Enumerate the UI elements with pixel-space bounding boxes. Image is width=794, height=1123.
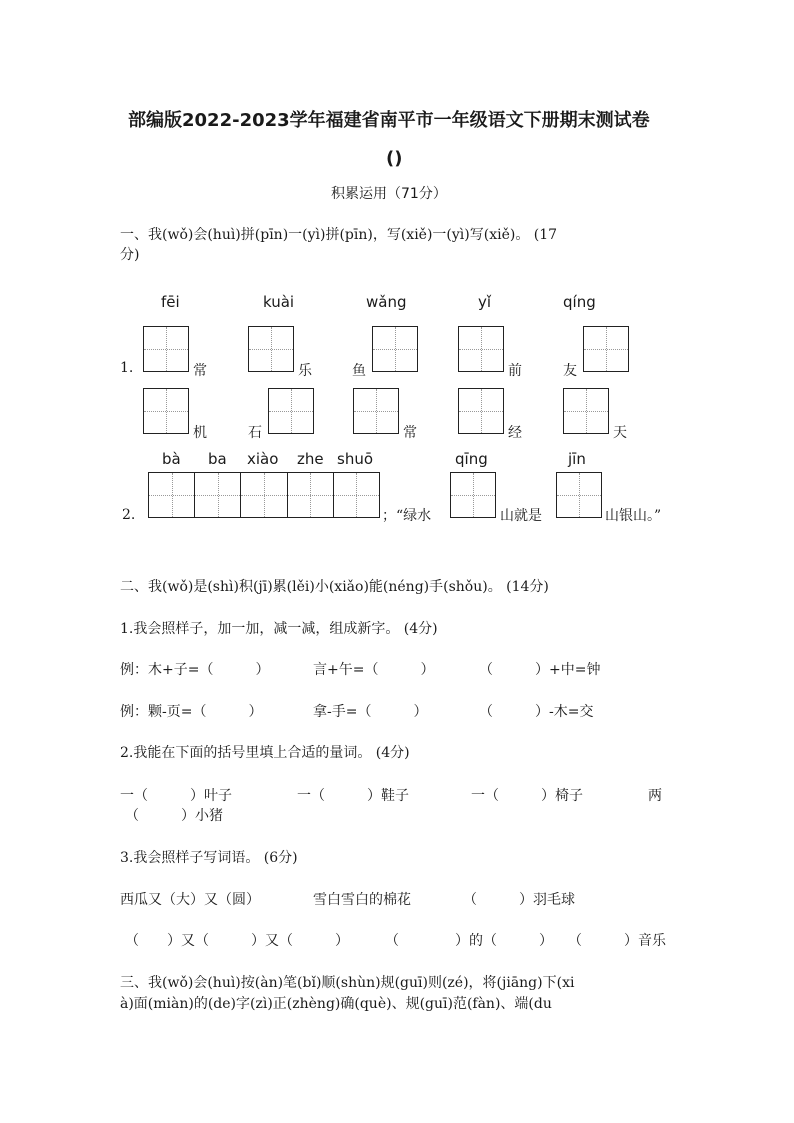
pinyin: wǎng [366,293,407,311]
word-char: 常 [193,363,207,379]
pinyin: qīng [455,450,488,468]
pinyin: qíng [563,293,596,311]
page-subtitle: () [386,148,403,169]
writing-box[interactable] [248,326,294,372]
sentence-text: ；“绿水 [382,508,432,524]
question-text: 3.我会照样子写词语。 (6分) [120,850,298,866]
writing-box[interactable] [458,326,504,372]
pinyin: shuō [337,450,374,468]
word-char: 常 [403,425,417,441]
word-char: 前 [508,363,522,379]
exercise-item: （ ）+中=钟 [479,662,601,678]
exercise-item: 例：颗-页=（ ） [120,704,263,720]
writing-box[interactable] [353,388,399,434]
question-number: 2. [122,507,136,523]
exercise-item: 言+午=（ ） [313,662,435,678]
question-number: 1. [120,360,134,376]
grid-cell[interactable] [149,473,195,517]
exercise-item: 西瓜又（大）又（圆） [120,892,260,908]
word-char: 经 [508,425,522,441]
pinyin: fēi [161,293,180,311]
exercise-item: 雪白雪白的棉花 [313,892,411,908]
grid-cell[interactable] [241,473,287,517]
page-title: 部编版2022-2023学年福建省南平市一年级语文下册期末测试卷 [128,110,650,131]
exercise-item: 拿-手=（ ） [313,704,428,720]
section3-heading-cont: à)面(miàn)的(de)字(zì)正(zhèng)确(què)、规(guī)范(fàn)、端(du [120,996,552,1012]
question-text: 1.我会照样子，加一加，减一减，组成新字。 (4分) [120,621,438,637]
exercise-item: 一（ ）叶子 [120,788,232,804]
sentence-text: 山银山。” [605,508,662,524]
pinyin: kuài [263,293,295,311]
exercise-item: （ ）又（ ）又（ ） [125,933,349,949]
grid-cell[interactable] [195,473,241,517]
exercise-item: （ ）-木=交 [479,704,594,720]
exercise-item: 一（ ）鞋子 [297,788,409,804]
word-char: 鱼 [352,363,366,379]
word-char: 友 [563,363,577,379]
section1-heading-cont: 分) [120,247,140,263]
exercise-item: （ ）羽毛球 [463,892,575,908]
writing-box[interactable] [450,472,496,518]
word-char: 乐 [298,363,312,379]
writing-box[interactable] [458,388,504,434]
writing-grid[interactable] [148,472,380,518]
part-title: 积累运用（71分） [331,186,447,202]
pinyin: jīn [568,450,586,468]
question-text: 2.我能在下面的括号里填上合适的量词。 (4分) [120,745,410,761]
exercise-item: （ ）音乐 [568,933,666,949]
exercise-item: 一（ ）椅子 [471,788,583,804]
grid-cell[interactable] [288,473,334,517]
pinyin: yǐ [478,293,492,311]
exercise-item: （ ）小猪 [125,808,223,824]
word-char: 天 [613,425,627,441]
word-char: 机 [193,425,207,441]
exercise-item: 两 [648,788,662,804]
writing-box[interactable] [143,326,189,372]
writing-box[interactable] [556,472,602,518]
writing-box[interactable] [143,388,189,434]
writing-box[interactable] [563,388,609,434]
sentence-text: 山就是 [500,508,542,524]
section2-heading: 二、我(wǒ)是(shì)积(jī)累(lěi)小(xiǎo)能(néng)手(shǒu)。 (14分) [120,579,549,595]
writing-box[interactable] [268,388,314,434]
exercise-item: （ ）的（ ） [385,933,553,949]
pinyin: xiào [247,450,279,468]
exercise-item: 例：木+子=（ ） [120,662,270,678]
section3-heading: 三、我(wǒ)会(huì)按(àn)笔(bǐ)顺(shùn)规(guī)则(zé)，将(jiāng)下(xi [120,975,575,991]
writing-box[interactable] [372,326,418,372]
section1-heading: 一、我(wǒ)会(huì)拼(pīn)一(yì)拼(pīn)，写(xiě)一(yì)写(xiě)。 (17 [120,227,558,243]
word-char: 石 [248,425,262,441]
pinyin: bà [162,450,181,468]
pinyin: zhe [297,450,324,468]
grid-cell[interactable] [334,473,379,517]
pinyin: ba [208,450,227,468]
writing-box[interactable] [583,326,629,372]
